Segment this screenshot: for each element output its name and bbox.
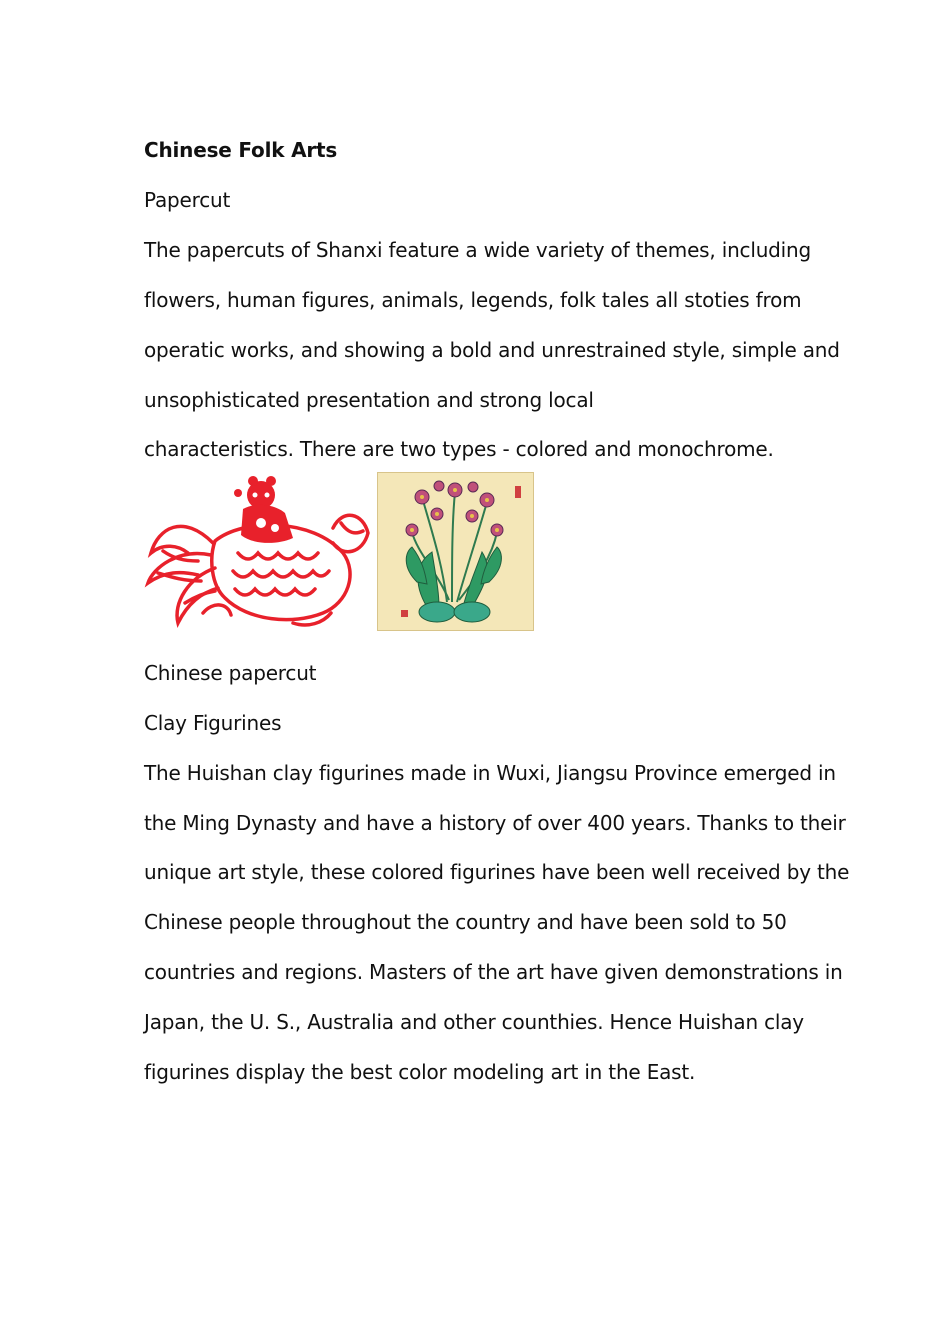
image-caption: Chinese papercut bbox=[144, 661, 317, 685]
document-title: Chinese Folk Arts bbox=[144, 138, 338, 162]
paragraph-line: The Huishan clay figurines made in Wuxi, Jiangsu Province emerged in bbox=[144, 761, 836, 785]
paragraph-line: the Ming Dynasty and have a history of over 400 years. Thanks to their bbox=[144, 811, 846, 835]
paragraph-line: figurines display the best color modeling art in the East. bbox=[144, 1060, 696, 1084]
paragraph-line: flowers, human figures, animals, legends, folk tales all stoties from bbox=[144, 288, 802, 312]
paragraph-line: Chinese people throughout the country and have been sold to 50 bbox=[144, 910, 787, 934]
paragraph-line: unsophisticated presentation and strong local bbox=[144, 388, 594, 412]
paragraph-line: characteristics. There are two types - colored and monochrome. bbox=[144, 437, 774, 461]
paragraph-line: countries and regions. Masters of the art have given demonstrations in bbox=[144, 960, 843, 984]
paragraph-line: Japan, the U. S., Australia and other counthies. Hence Huishan clay bbox=[144, 1010, 804, 1034]
section-heading-clay-figurines: Clay Figurines bbox=[144, 711, 282, 735]
colored-papercut-image bbox=[377, 472, 534, 631]
paragraph-line: operatic works, and showing a bold and unrestrained style, simple and bbox=[144, 338, 840, 362]
red-papercut-image bbox=[143, 473, 373, 631]
section-heading-papercut: Papercut bbox=[144, 188, 231, 212]
paragraph-line: The papercuts of Shanxi feature a wide variety of themes, including bbox=[144, 238, 811, 262]
paragraph-line: unique art style, these colored figurines have been well received by the bbox=[144, 860, 850, 884]
